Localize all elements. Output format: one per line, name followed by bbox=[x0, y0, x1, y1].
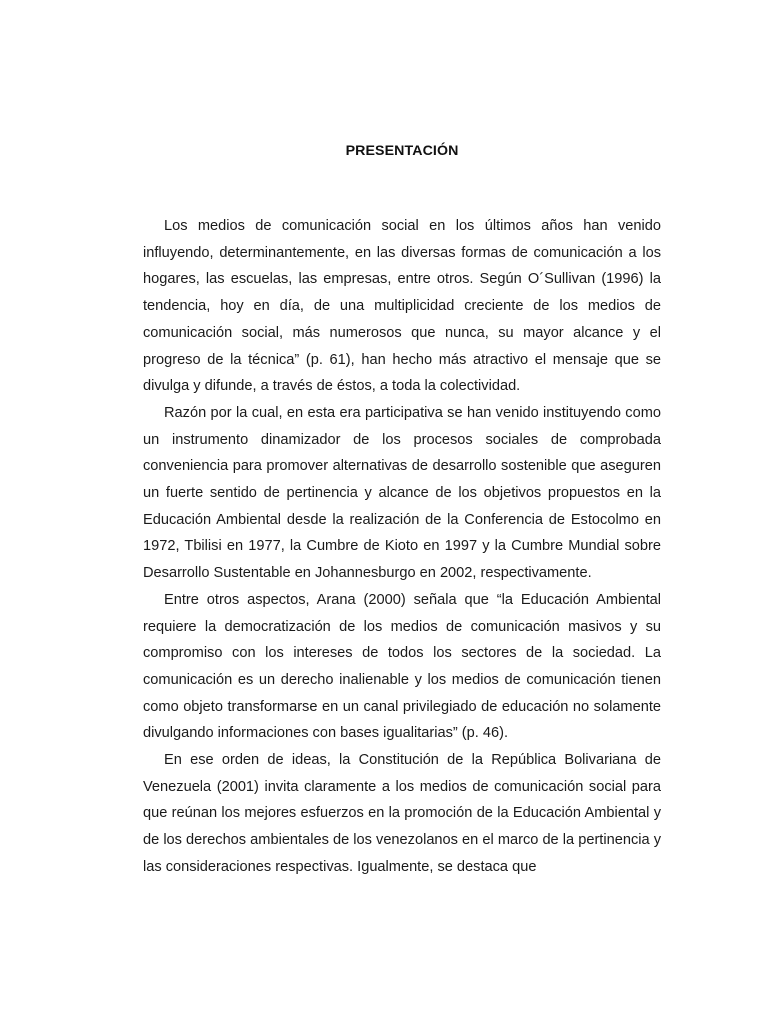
paragraph-2: Razón por la cual, en esta era participativa se han venido instituyendo como un instrumento dinamizador de los procesos sociales de comprobada conveniencia para promover alternativas de desarrollo sostenible que aseguren un fuerte sentido de pertinencia y alcance de los objetivos propuestos en la Educación Ambiental desde la realización de la Conferencia de Estocolmo en 1972, Tbilisi en 1977, la Cumbre de Kioto en 1997 y la Cumbre Mundial sobre Desarrollo Sustentable en Johannesburgo en 2002, respectivamente. bbox=[143, 404, 661, 582]
paragraph-4: En ese orden de ideas, la Constitución de la República Bolivariana de Venezuela (2001) invita claramente a los medios de comunicación social para que reúnan los mejores esfuerzos en la promoción de la Educación Ambiental y de los derechos ambientales de los venezolanos en el marco de la pertinencia y las consideraciones respectivas. Igualmente, se destaca que bbox=[143, 752, 661, 875]
page-title: PRESENTACIÓN bbox=[345, 143, 459, 159]
paragraph-3: Entre otros aspectos, Arana (2000) señala que “la Educación Ambiental requiere la democratización de los medios de comunicación masivos y su compromiso con los intereses de todos los sectores de la sociedad. La comunicación es un derecho inalienable y los medios de comunicación tienen como objeto transformarse en un canal privilegiado de educación no solamente divulgando informaciones con bases igualitarias” (p. 46). bbox=[143, 591, 661, 742]
paragraph-1: Los medios de comunicación social en los últimos años han venido influyendo, determinantemente, en las diversas formas de comunicación a los hogares, las escuelas, las empresas, entre otros. Según O´Sullivan (1996) la tendencia, hoy en día, de una multiplicidad creciente de los medios de comunicación social, más numerosos que nunca, su mayor alcance y el progreso de la técnica” (p. 61), han hecho más atractivo el mensaje que se divulga y difunde, a través de éstos, a toda la colectividad. bbox=[143, 218, 661, 395]
body-text bbox=[143, 213, 661, 881]
